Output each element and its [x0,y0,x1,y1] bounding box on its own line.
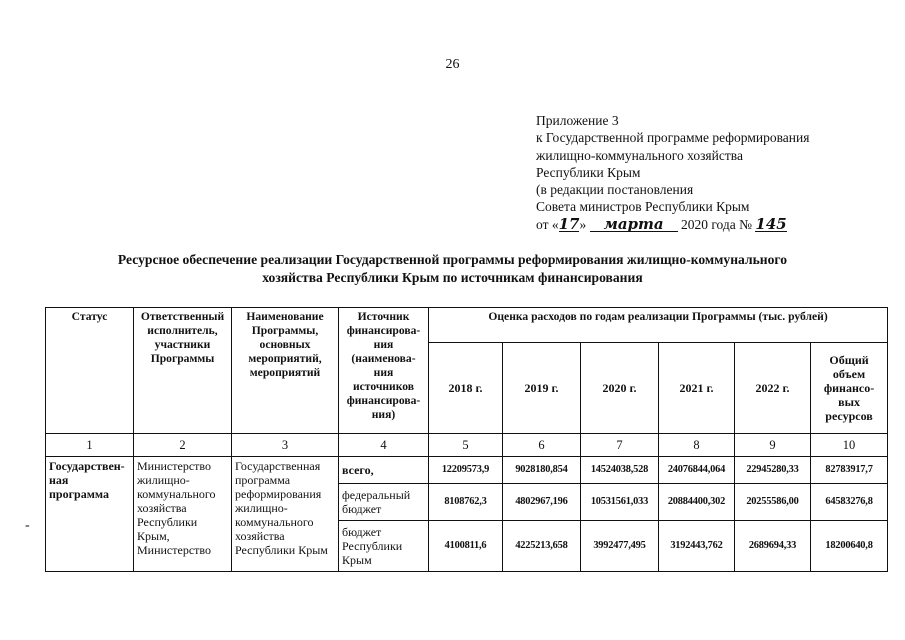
resource-table [45,307,888,572]
header-source: Источник финансирова-ния (наименова-ния источников финансирова-ния) [339,308,429,434]
value-cell: 3992477,495 [581,521,659,572]
appendix-date-line [536,216,809,233]
document-title [0,251,905,287]
value-cell: 8108762,3 [429,484,503,521]
handwritten-number: 145 [755,214,787,233]
header-2019: 2019 г. [503,343,581,434]
appendix-line: Республики Крым [536,164,641,180]
header-responsible: Ответственный исполнитель, участники Программы [134,308,232,434]
column-number: 5 [429,434,503,457]
value-cell: 14524038,528 [581,457,659,484]
column-number: 3 [232,434,339,457]
value-cell: 18200640,8 [811,521,888,572]
header-status: Статус [46,308,134,434]
column-number: 1 [46,434,134,457]
source-cell: бюджет Республики Крым [339,521,429,572]
value-cell: 12209573,9 [429,457,503,484]
header-2022: 2022 г. [735,343,811,434]
column-number: 7 [581,434,659,457]
header-2020: 2020 г. [581,343,659,434]
appendix-line: жилищно-коммунального хозяйства [536,147,743,163]
header-row [46,308,888,343]
value-cell: 82783917,7 [811,457,888,484]
date-prefix: от « [536,216,559,232]
column-numbers-row [46,434,888,457]
header-total: Общий объем финансо-вых ресурсов [811,343,888,434]
margin-mark: - [25,518,30,533]
appendix-line: к Государственной программе реформирования [536,130,810,146]
program-name-cell: Государственная программа реформирования жилищно-коммунального хозяйства Республики Крым [232,457,339,572]
header-2018: 2018 г. [429,343,503,434]
column-number: 2 [134,434,232,457]
column-number: 6 [503,434,581,457]
table-row [46,457,888,484]
appendix-line: Совета министров Республики Крым [536,199,750,215]
value-cell: 3192443,762 [659,521,735,572]
date-suffix: 2020 года № [680,216,753,232]
value-cell: 24076844,064 [659,457,735,484]
header-2021: 2021 г. [659,343,735,434]
value-cell: 10531561,033 [581,484,659,521]
column-number: 4 [339,434,429,457]
source-cell: федеральный бюджет [339,484,429,521]
value-cell: 20884400,302 [659,484,735,521]
source-cell: всего, [339,457,429,484]
title-line: хозяйства Республики Крым по источникам финансирования [262,270,643,285]
page-number: 26 [445,57,460,72]
value-cell: 4802967,196 [503,484,581,521]
value-cell: 4225213,658 [503,521,581,572]
appendix-block [536,112,809,233]
value-cell: 4100811,6 [429,521,503,572]
handwritten-month: марта [590,217,678,232]
value-cell: 64583276,8 [811,484,888,521]
title-line: Ресурсное обеспечение реализации Государственной программы реформирования жилищно-коммунального [117,252,788,267]
appendix-line: Приложение 3 [536,113,619,128]
value-cell: 22945280,33 [735,457,811,484]
header-name: Наименование Программы, основных мероприятий, мероприятий [232,308,339,434]
status-cell: Государствен-ная программа [46,457,134,572]
column-number: 8 [659,434,735,457]
value-cell: 9028180,854 [503,457,581,484]
header-estimate: Оценка расходов по годам реализации Программы (тыс. рублей) [429,308,888,343]
value-cell: 20255586,00 [735,484,811,521]
column-number: 9 [735,434,811,457]
appendix-line: (в редакции постановления [536,182,694,198]
value-cell: 2689694,33 [735,521,811,572]
responsible-cell: Министерство жилищно-коммунального хозяйства Республики Крым, Министерство [134,457,232,572]
date-mid: » [579,216,587,232]
handwritten-day: 17 [558,214,580,233]
column-number: 10 [811,434,888,457]
